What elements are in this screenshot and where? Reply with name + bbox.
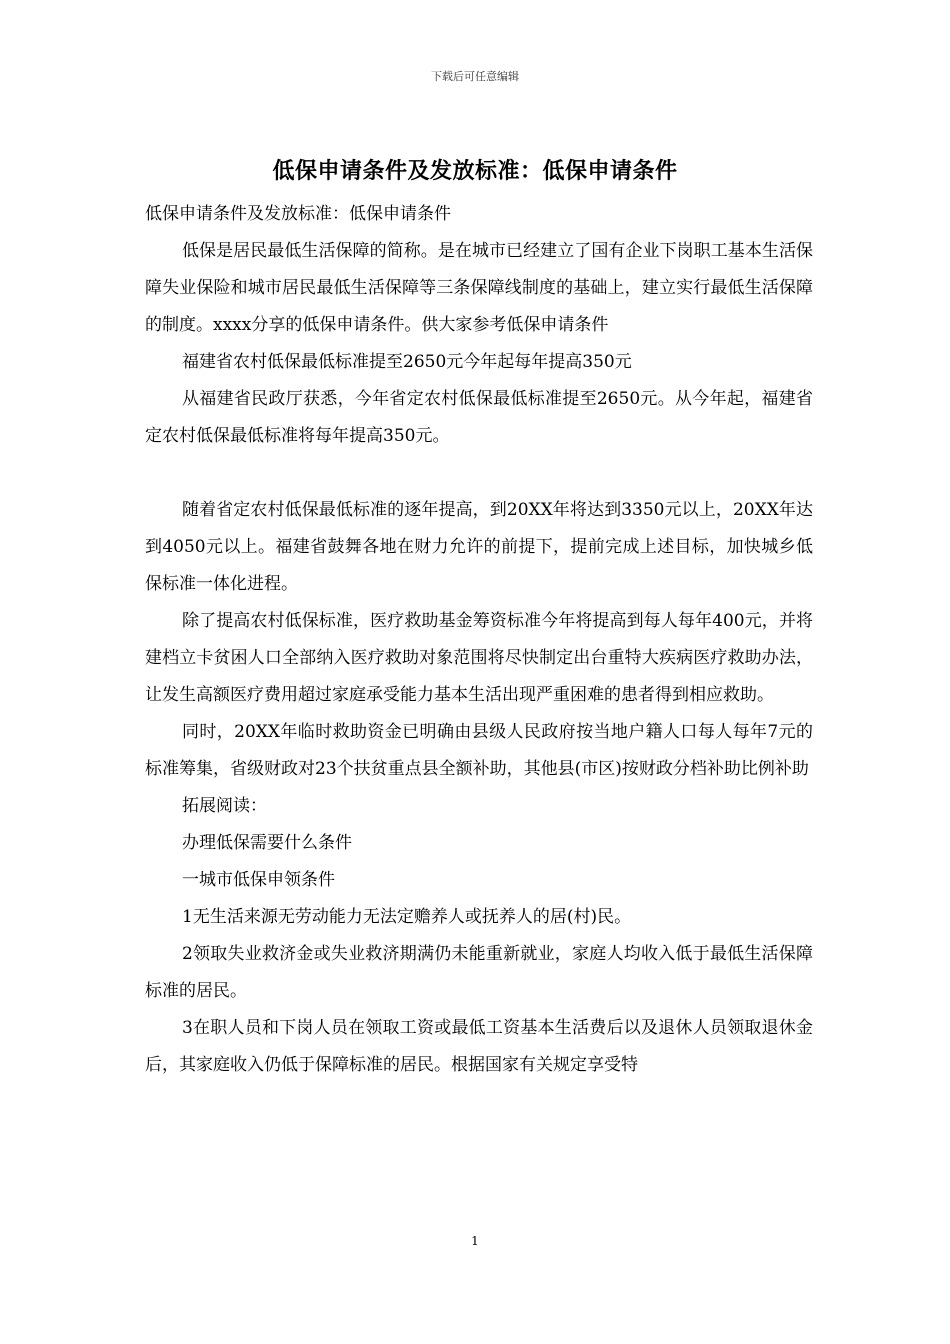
blank-line [145,455,813,492]
paragraph-condition-3: 3在职人员和下岗人员在领取工资或最低工资基本生活费后以及退休人员领取退休金后，其家庭收入仍低于保障标准的居民。根据国家有关规定享受特 [145,1018,813,1075]
document-body [145,196,813,1084]
paragraph-intro: 低保是居民最低生活保障的简称。是在城市已经建立了国有企业下岗职工基本生活保障失业保险和城市居民最低生活保障等三条保障线制度的基础上，建立实行最低生活保障的制度。xxxx分享的低保申请条件。供大家参考低保申请条件 [145,241,813,335]
paragraph-news: 从福建省民政厅获悉，今年省定农村低保最低标准提至2650元。从今年起，福建省定农村低保最低标准将每年提高350元。 [145,389,813,446]
paragraph-conditions-heading: 办理低保需要什么条件 [182,833,352,853]
paragraph-condition-1: 1无生活来源无劳动能力无法定赡养人或抚养人的居(村)民。 [182,907,632,927]
page-number: 1 [471,1234,479,1248]
paragraph-medical-aid: 除了提高农村低保标准，医疗救助基金筹资标准今年将提高到每人每年400元，并将建档立卡贫困人口全部纳入医疗救助对象范围将尽快制定出台重特大疾病医疗救助办法，让发生高额医疗费用超过家庭承受能力基本生活出现严重困难的患者得到相应救助。 [145,611,813,705]
document-title: 低保申请条件及发放标准：低保申请条件 [272,158,678,184]
paragraph-condition-2: 2领取失业救济金或失业救济期满仍未能重新就业，家庭人均收入低于最低生活保障标准的居民。 [145,944,813,1001]
paragraph-subtitle: 低保申请条件及发放标准：低保申请条件 [145,204,451,224]
paragraph-headline: 福建省农村低保最低标准提至2650元今年起每年提高350元 [182,352,632,372]
paragraph-standard-increase: 随着省定农村低保最低标准的逐年提高，到20XX年将达到3350元以上，20XX年达到4050元以上。福建省鼓舞各地在财力允许的前提下，提前完成上述目标，加快城乡低保标准一体化进程。 [145,500,813,594]
paragraph-urban-heading: 一城市低保申领条件 [182,870,335,890]
paragraph-extended-reading: 拓展阅读： [182,796,267,816]
paragraph-temporary-aid: 同时，20XX年临时救助资金已明确由县级人民政府按当地户籍人口每人每年7元的标准筹集，省级财政对23个扶贫重点县全额补助，其他县(市区)按财政分档补助比例补助 [145,722,813,779]
header-note: 下载后可任意编辑 [431,70,519,83]
